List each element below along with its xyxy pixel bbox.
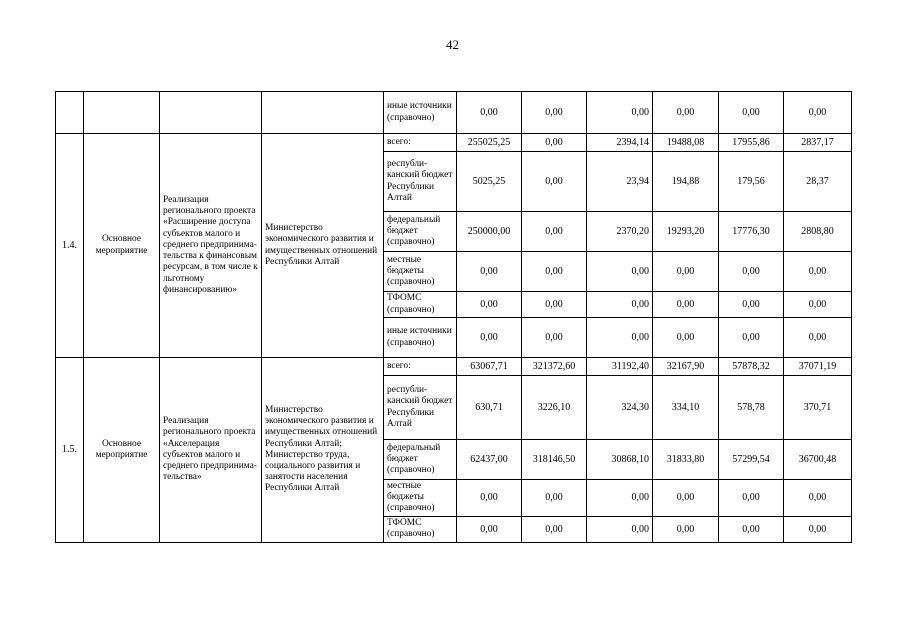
- value-cell: 63067,71: [457, 358, 522, 376]
- value-cell: 0,00: [587, 92, 653, 134]
- row-number-cell: 1.5.: [56, 358, 84, 543]
- value-cell: 0,00: [784, 252, 852, 292]
- value-cell: 630,71: [457, 376, 522, 440]
- value-cell: 23,94: [587, 152, 653, 212]
- value-cell: 334,10: [653, 376, 719, 440]
- value-cell: 0,00: [784, 480, 852, 517]
- value-cell: 0,00: [784, 292, 852, 318]
- value-cell: 57299,54: [719, 440, 784, 480]
- value-cell: 324,30: [587, 376, 653, 440]
- value-cell: 0,00: [653, 252, 719, 292]
- source-cell: республи-канский бюджет Республики Алтай: [384, 152, 457, 212]
- value-cell: 0,00: [522, 152, 587, 212]
- value-cell: 2808,80: [784, 212, 852, 252]
- value-cell: 0,00: [457, 516, 522, 542]
- value-cell: 31192,40: [587, 358, 653, 376]
- name-cell: Реализация регионального проекта «Расширение доступа субъектов малого и среднего предпринима-тельства к финансовым ресурсам, в том числе к льготному финансированию»: [160, 134, 262, 358]
- executor-cell: [262, 92, 384, 134]
- value-cell: 0,00: [457, 318, 522, 358]
- row-number-cell: [56, 92, 84, 134]
- value-cell: 19488,08: [653, 134, 719, 152]
- value-cell: 0,00: [522, 134, 587, 152]
- value-cell: 2394,14: [587, 134, 653, 152]
- value-cell: 0,00: [653, 516, 719, 542]
- source-cell: всего:: [384, 358, 457, 376]
- source-cell: ТФОМС (справочно): [384, 516, 457, 542]
- source-cell: всего:: [384, 134, 457, 152]
- value-cell: 0,00: [522, 318, 587, 358]
- value-cell: 57878,32: [719, 358, 784, 376]
- value-cell: 31833,80: [653, 440, 719, 480]
- value-cell: 0,00: [784, 516, 852, 542]
- table-row: [56, 134, 852, 152]
- type-cell: Основное мероприятие: [84, 134, 160, 358]
- table-row: [56, 92, 852, 134]
- value-cell: 0,00: [719, 252, 784, 292]
- value-cell: 0,00: [719, 480, 784, 517]
- source-cell: местные бюджеты (справочно): [384, 480, 457, 517]
- value-cell: 321372,60: [522, 358, 587, 376]
- value-cell: 0,00: [653, 92, 719, 134]
- table-body: [56, 92, 852, 543]
- name-cell: [160, 92, 262, 134]
- value-cell: 0,00: [457, 92, 522, 134]
- value-cell: 0,00: [587, 516, 653, 542]
- value-cell: 0,00: [587, 252, 653, 292]
- value-cell: 0,00: [653, 292, 719, 318]
- value-cell: 370,71: [784, 376, 852, 440]
- type-cell: [84, 92, 160, 134]
- value-cell: 3226,10: [522, 376, 587, 440]
- value-cell: 0,00: [784, 318, 852, 358]
- executor-cell: Министерство экономического развития и имущественных отношений Республики Алтай: [262, 134, 384, 358]
- value-cell: 0,00: [587, 292, 653, 318]
- value-cell: 0,00: [522, 252, 587, 292]
- source-cell: федеральный бюджет (справочно): [384, 440, 457, 480]
- value-cell: 0,00: [522, 480, 587, 517]
- value-cell: 2837,17: [784, 134, 852, 152]
- value-cell: 0,00: [587, 480, 653, 517]
- value-cell: 36700,48: [784, 440, 852, 480]
- value-cell: 17776,30: [719, 212, 784, 252]
- value-cell: 0,00: [457, 292, 522, 318]
- value-cell: 28,37: [784, 152, 852, 212]
- value-cell: 0,00: [784, 92, 852, 134]
- page-number: 42: [446, 37, 459, 52]
- value-cell: 19293,20: [653, 212, 719, 252]
- value-cell: 2370,20: [587, 212, 653, 252]
- value-cell: 0,00: [719, 516, 784, 542]
- source-cell: местные бюджеты (справочно): [384, 252, 457, 292]
- value-cell: 179,56: [719, 152, 784, 212]
- value-cell: 0,00: [719, 318, 784, 358]
- source-cell: ТФОМС (справочно): [384, 292, 457, 318]
- value-cell: 17955,86: [719, 134, 784, 152]
- value-cell: 0,00: [522, 292, 587, 318]
- value-cell: 0,00: [522, 212, 587, 252]
- value-cell: 0,00: [719, 92, 784, 134]
- value-cell: 0,00: [587, 318, 653, 358]
- value-cell: 0,00: [719, 292, 784, 318]
- value-cell: 32167,90: [653, 358, 719, 376]
- value-cell: 30868,10: [587, 440, 653, 480]
- value-cell: 0,00: [457, 480, 522, 517]
- value-cell: 250000,00: [457, 212, 522, 252]
- value-cell: 0,00: [653, 318, 719, 358]
- source-cell: иные источники (справочно): [384, 318, 457, 358]
- type-cell: Основное мероприятие: [84, 358, 160, 543]
- source-cell: федеральный бюджет (справочно): [384, 212, 457, 252]
- executor-cell: Министерство экономического развития и имущественных отношений Республики Алтай; Министерство труда, социального развития и занятости населения Республики Алтай: [262, 358, 384, 543]
- value-cell: 0,00: [653, 480, 719, 517]
- value-cell: 0,00: [522, 516, 587, 542]
- value-cell: 62437,00: [457, 440, 522, 480]
- value-cell: 0,00: [522, 92, 587, 134]
- value-cell: 0,00: [457, 252, 522, 292]
- source-cell: республи-канский бюджет Республики Алтай: [384, 376, 457, 440]
- value-cell: 5025,25: [457, 152, 522, 212]
- table-row: [56, 358, 852, 376]
- funding-table: [55, 91, 852, 543]
- value-cell: 578,78: [719, 376, 784, 440]
- row-number-cell: 1.4.: [56, 134, 84, 358]
- source-cell: иные источники (справочно): [384, 92, 457, 134]
- value-cell: 255025,25: [457, 134, 522, 152]
- value-cell: 37071,19: [784, 358, 852, 376]
- value-cell: 318146,50: [522, 440, 587, 480]
- value-cell: 194,88: [653, 152, 719, 212]
- name-cell: Реализация регионального проекта «Акселерация субъектов малого и среднего предпринима-тельства»: [160, 358, 262, 543]
